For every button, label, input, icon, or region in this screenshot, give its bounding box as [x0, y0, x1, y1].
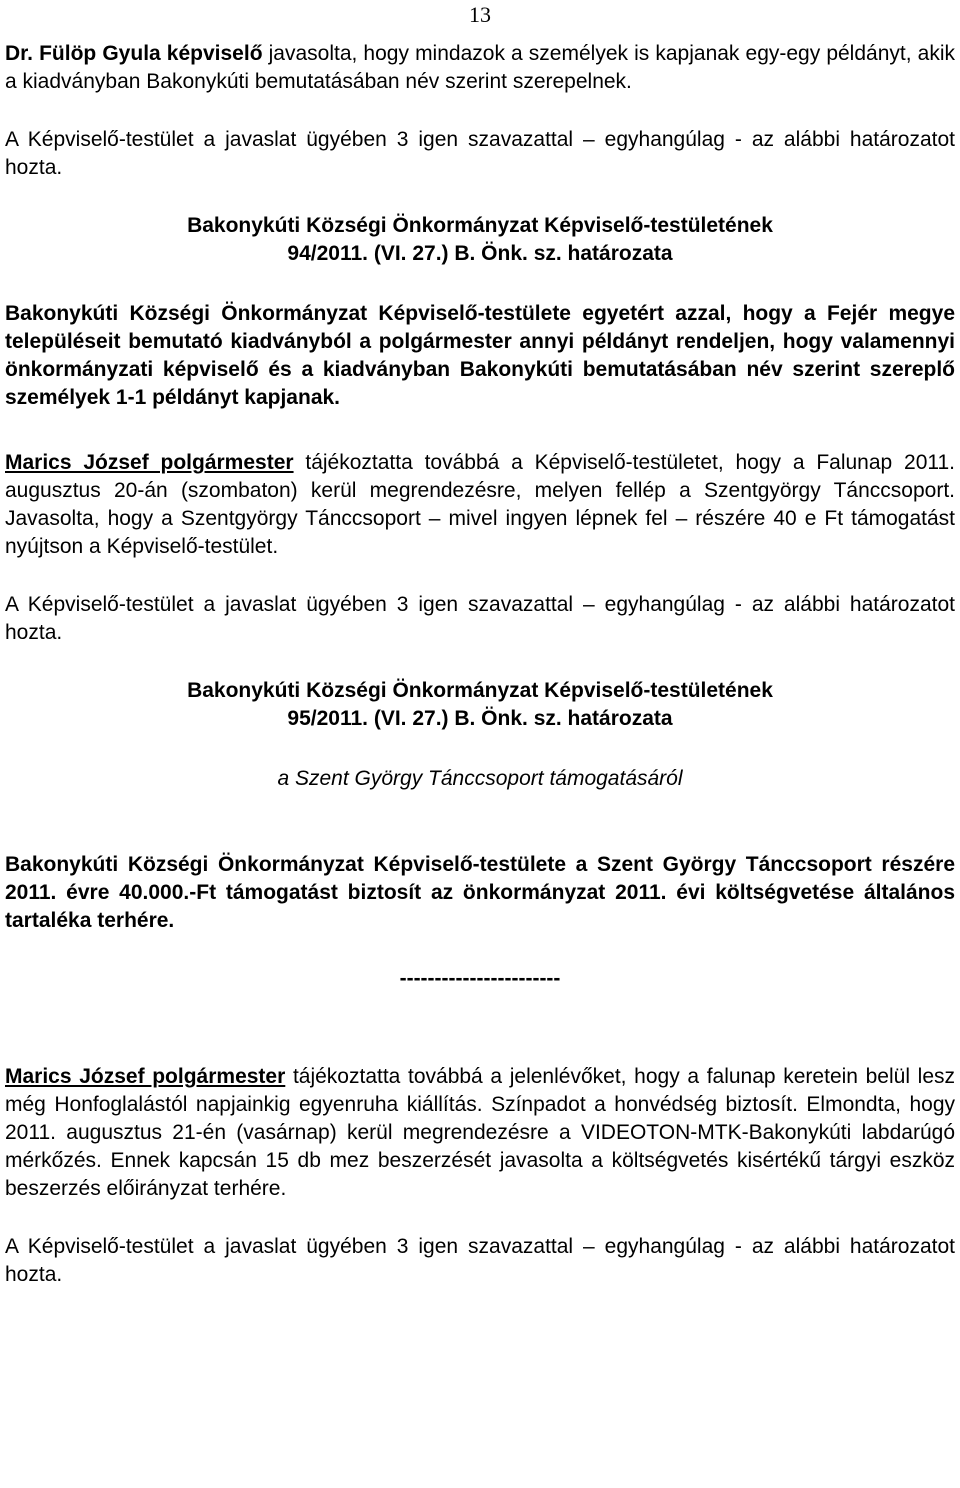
document-body: [5, 40, 955, 1289]
paragraph-marics-exhibition: [5, 1063, 955, 1203]
speaker-name: Dr. Fülöp Gyula képviselő: [5, 42, 263, 65]
resolution-95-body: Bakonykúti Községi Önkormányzat Képviselő-testülete a Szent György Tánccsoport részére 2011. évre 40.000.-Ft támogatást biztosít az önkormányzat 2011. évi költségvetése általános tartaléka terhére.: [5, 853, 955, 932]
vote-statement: A Képviselő-testület a javaslat ügyében 3 igen szavazattal – egyhangúlag - az alábbi határozatot hozta.: [5, 128, 955, 179]
resolution-94-title: [5, 212, 955, 268]
speaker-name: Marics József polgármester: [5, 451, 294, 474]
paragraph-marics-falunap: [5, 449, 955, 561]
page-number: 13: [469, 2, 491, 27]
resolution-95-subject: a Szent György Tánccsoport támogatásáról: [277, 767, 683, 790]
resolution-number: 95/2011. (VI. 27.) B. Önk. sz. határozata: [287, 707, 673, 730]
speaker-name: Marics József polgármester: [5, 1065, 286, 1088]
resolution-heading: Bakonykúti Községi Önkormányzat Képviselő-testületének: [187, 679, 773, 702]
resolution-95-title: [5, 677, 955, 733]
resolution-94-body: Bakonykúti Községi Önkormányzat Képviselő-testülete egyetért azzal, hogy a Fejér megye településeit bemutató kiadványból a polgármester annyi példányt rendeljen, hogy valamennyi önkormányzati képviselő és a kiadványban Bakonykúti bemutatásában név szerint szereplő személyek 1-1 példányt kapjanak.: [5, 302, 955, 409]
resolution-number: 94/2011. (VI. 27.) B. Önk. sz. határozata: [287, 242, 673, 265]
section-separator: -----------------------: [399, 967, 561, 990]
paragraph-text: javasolta, hogy mindazok a személyek is kapjanak egy-egy példányt, akik a kiadványban Bakonykúti bemutatásában név szerint szerepelnek.: [5, 42, 955, 93]
paragraph-text: tájékoztatta továbbá a jelenlévőket, hogy a falunap keretein belül lesz még Honfoglalástól napjainkig egyenruha kiállítás. Színpadot a honvédség biztosít. Elmondta, hogy 2011. augusztus 21-én (vasárnap) kerül megrendezésre a VIDEOTON-MTK-Bakonykúti labdarúgó mérkőzés. Ennek kapcsán 15 db mez beszerzését javasolta a költségvetés kisértékű tárgyi eszköz beszerzés előirányzat terhére.: [5, 1065, 956, 1200]
vote-statement: A Képviselő-testület a javaslat ügyében 3 igen szavazattal – egyhangúlag - az alábbi határozatot hozta.: [5, 593, 955, 644]
paragraph-fulop-proposal: [5, 40, 955, 96]
paragraph-text: tájékoztatta továbbá a Képviselő-testületet, hogy a Falunap 2011. augusztus 20-án (szombaton) kerül megrendezésre, melyen fellép a Szentgyörgy Tánccsoport. Javasolta, hogy a Szentgyörgy Tánccsoport – mivel ingyen lépnek fel – részére 40 e Ft támogatást nyújtson a Képviselő-testület.: [5, 451, 956, 558]
resolution-heading: Bakonykúti Községi Önkormányzat Képviselő-testületének: [187, 214, 773, 237]
vote-statement: A Képviselő-testület a javaslat ügyében 3 igen szavazattal – egyhangúlag - az alábbi határozatot hozta.: [5, 1235, 955, 1286]
